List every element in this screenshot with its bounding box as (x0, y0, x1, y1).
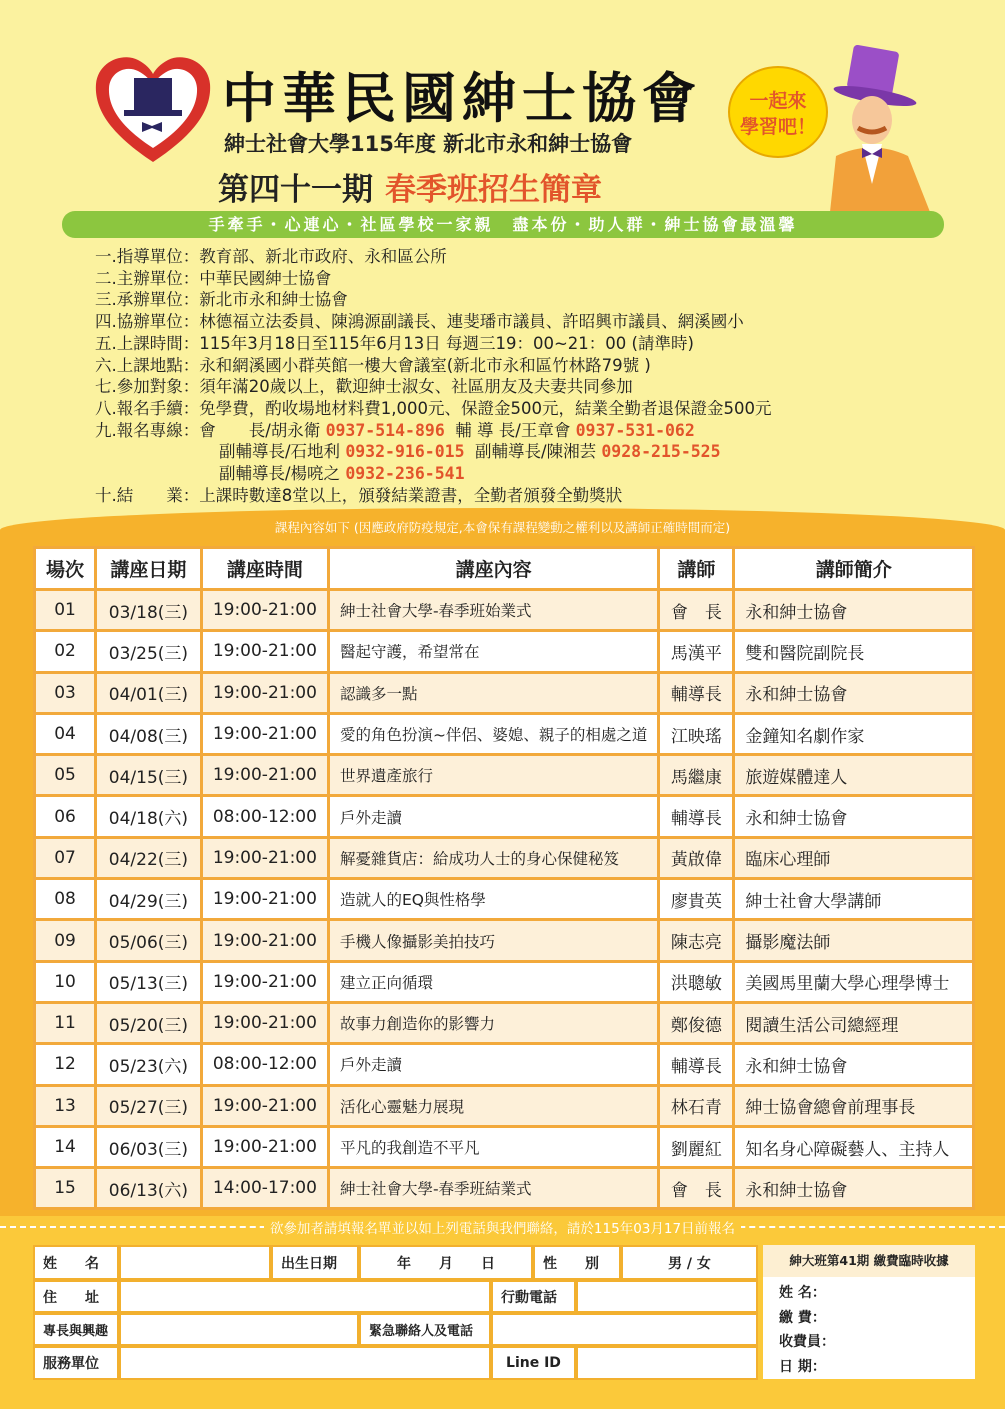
cell-topic: 愛的角色扮演~伴侶、婆媳、親子的相處之道 (328, 713, 659, 754)
table-row (35, 1168, 974, 1209)
info-item: 七.參加對象：須年滿20歲以上，歡迎紳士淑女、社區朋友及夫妻共同參加 (95, 377, 633, 397)
course-table (33, 546, 975, 1210)
cell-bio: 臨床心理師 (734, 837, 974, 878)
cell-bio: 永和紳士協會 (734, 1168, 974, 1209)
cell-session: 14 (35, 1126, 96, 1167)
line-id-label: Line ID (491, 1346, 576, 1380)
table-row (35, 631, 974, 672)
cell-time: 19:00-21:00 (201, 755, 328, 796)
cell-time: 19:00-21:00 (201, 1002, 328, 1043)
cell-lecturer: 會 長 (659, 1168, 734, 1209)
cell-lecturer: 會 長 (659, 590, 734, 631)
header-date: 講座日期 (96, 548, 202, 590)
receipt-name: 姓 名： (779, 1285, 826, 1301)
cell-time: 19:00-21:00 (201, 920, 328, 961)
cell-topic: 解憂雜貨店：給成功人士的身心保健秘笈 (328, 837, 659, 878)
cell-date: 03/18(三) (96, 590, 202, 631)
contact-name: 副輔導長/石地利 (219, 442, 341, 462)
receipt-date: 日 期： (779, 1358, 826, 1375)
table-row (35, 796, 974, 837)
cell-bio: 閱讀生活公司總經理 (734, 1002, 974, 1043)
cell-session: 03 (35, 672, 96, 713)
skills-label: 專長與興趣 (33, 1313, 119, 1346)
contact-phone: 0937-531-062 (575, 420, 695, 440)
cell-lecturer: 鄭俊德 (659, 1002, 734, 1043)
cell-topic: 紳士社會大學-春季班始業式 (328, 590, 659, 631)
cell-session: 12 (35, 1044, 96, 1085)
cell-time: 14:00-17:00 (201, 1168, 328, 1209)
table-row (35, 879, 974, 920)
header-time: 講座時間 (201, 548, 328, 590)
cell-time: 19:00-21:00 (201, 631, 328, 672)
skills-field[interactable] (119, 1313, 359, 1346)
address-field[interactable] (119, 1280, 491, 1313)
contact-row (95, 463, 771, 485)
cell-lecturer: 馬繼康 (659, 755, 734, 796)
contact-phone: 0932-236-541 (345, 464, 465, 484)
contact-name: 副輔導長/陳湘芸 (475, 442, 597, 462)
name-label: 姓 名 (33, 1245, 119, 1280)
cell-lecturer: 馬漢平 (659, 631, 734, 672)
gender-label: 性 別 (533, 1245, 621, 1280)
info-item: 三.承辦單位：新北市永和紳士協會 (95, 290, 348, 310)
cell-session: 07 (35, 837, 96, 878)
cell-topic: 活化心靈魅力展現 (328, 1085, 659, 1126)
cell-lecturer: 黃啟偉 (659, 837, 734, 878)
cell-session: 06 (35, 796, 96, 837)
table-row (35, 755, 974, 796)
name-field[interactable] (119, 1245, 271, 1280)
table-row (35, 920, 974, 961)
header-topic: 講座內容 (328, 548, 659, 590)
cell-date: 04/18(六) (96, 796, 202, 837)
cell-topic: 認識多一點 (328, 672, 659, 713)
cell-session: 04 (35, 713, 96, 754)
receipt-title: 紳大班第41期 繳費臨時收據 (763, 1245, 975, 1277)
cell-time: 19:00-21:00 (201, 879, 328, 920)
address-label: 住 址 (33, 1280, 119, 1313)
cell-date: 05/20(三) (96, 1002, 202, 1043)
bubble-line: 學習吧！ (739, 116, 816, 138)
gender-field[interactable]: 男 / 女 (621, 1245, 758, 1280)
cell-topic: 戶外走讀 (328, 1044, 659, 1085)
table-row (35, 1002, 974, 1043)
info-item: 八.報名手續：免學費，酌收場地材料費1,000元、保證金500元，結業全勤者退保證金500元 (95, 398, 772, 418)
cell-session: 10 (35, 961, 96, 1002)
cell-lecturer: 輔導長 (659, 1044, 734, 1085)
cell-time: 08:00-12:00 (201, 796, 328, 837)
cell-date: 06/03(三) (96, 1126, 202, 1167)
cell-session: 09 (35, 920, 96, 961)
gentleman-illustration (800, 44, 950, 212)
info-item: 六.上課地點：永和網溪國小群英館一樓大會議室(新北市永和區竹林路79號 ) (95, 355, 651, 375)
cell-topic: 建立正向循環 (328, 961, 659, 1002)
cell-lecturer: 輔導長 (659, 672, 734, 713)
cell-date: 04/22(三) (96, 837, 202, 878)
contact-name: 會 長/胡永衛 (199, 420, 321, 440)
table-row (35, 837, 974, 878)
cell-lecturer: 林石青 (659, 1085, 734, 1126)
cell-session: 05 (35, 755, 96, 796)
emergency-field[interactable] (491, 1313, 758, 1346)
cell-bio: 美國馬里蘭大學心理學博士 (734, 961, 974, 1002)
header-session: 場次 (35, 548, 96, 590)
signup-note: 欲參加者請填報名單並以如上列電話與我們聯絡，請於115年03月17日前報名 (264, 1221, 741, 1237)
cell-time: 19:00-21:00 (201, 672, 328, 713)
cell-date: 04/29(三) (96, 879, 202, 920)
contact-phone: 0928-215-525 (601, 442, 721, 462)
info-item: 四.協辦單位：林德福立法委員、陳鴻源副議長、連斐璠市議員、許昭興市議員、網溪國小 (95, 312, 744, 332)
page-title: 中華民國紳士協會 (222, 66, 702, 130)
cell-topic: 平凡的我創造不平凡 (328, 1126, 659, 1167)
subtitle: 紳士社會大學115年度 新北市永和紳士協會 (224, 132, 633, 156)
contact-name: 輔 導 長/王章會 (455, 420, 571, 440)
cell-time: 19:00-21:00 (201, 961, 328, 1002)
cell-session: 02 (35, 631, 96, 672)
table-row (35, 672, 974, 713)
receipt-collector: 收費員： (779, 1334, 835, 1350)
cell-date: 05/13(三) (96, 961, 202, 1002)
cell-date: 05/27(三) (96, 1085, 202, 1126)
cell-bio: 永和紳士協會 (734, 590, 974, 631)
info-item: 二.主辦單位：中華民國紳士協會 (95, 268, 332, 288)
cell-topic: 醫起守護，希望常在 (328, 631, 659, 672)
contact-phone: 0932-916-015 (345, 442, 465, 462)
cell-session: 13 (35, 1085, 96, 1126)
cell-lecturer: 江映瑤 (659, 713, 734, 754)
cell-bio: 紳士協會總會前理事長 (734, 1085, 974, 1126)
cell-bio: 金鐘知名劇作家 (734, 713, 974, 754)
slogan-banner: 手牽手・心連心・社區學校一家親 盡本份・助人群・紳士協會最溫馨 (62, 211, 944, 238)
association-logo (92, 50, 214, 168)
cell-lecturer: 洪聰敏 (659, 961, 734, 1002)
contact-row (95, 420, 771, 442)
info-list (95, 246, 771, 506)
cell-topic: 紳士社會大學-春季班結業式 (328, 1168, 659, 1209)
issue-heading (218, 164, 602, 209)
line-id-field[interactable] (576, 1346, 758, 1380)
contact-row (95, 441, 771, 463)
cell-bio: 紳士社會大學講師 (734, 879, 974, 920)
receipt-box (763, 1245, 975, 1379)
cell-date: 04/15(三) (96, 755, 202, 796)
cell-date: 04/01(三) (96, 672, 202, 713)
cell-session: 08 (35, 879, 96, 920)
table-row (35, 590, 974, 631)
table-row (35, 1126, 974, 1167)
cell-bio: 雙和醫院副院長 (734, 631, 974, 672)
emergency-label: 緊急聯絡人及電話 (359, 1313, 491, 1346)
cell-lecturer: 廖貴英 (659, 879, 734, 920)
cell-date: 05/23(六) (96, 1044, 202, 1085)
cell-time: 19:00-21:00 (201, 1126, 328, 1167)
cell-lecturer: 劉麗紅 (659, 1126, 734, 1167)
cell-date: 05/06(三) (96, 920, 202, 961)
cell-lecturer: 輔導長 (659, 796, 734, 837)
table-header (35, 548, 974, 590)
table-row (35, 1044, 974, 1085)
cell-time: 08:00-12:00 (201, 1044, 328, 1085)
info-item: 十.結 業：上課時數達8堂以上，頒發結業證書，全勤者頒發全勤獎狀 (95, 485, 623, 505)
contact-phone: 0937-514-896 (325, 420, 445, 440)
info-item: 五.上課時間：115年3月18日至115年6月13日 每週三19：00~21：00 (請準時) (95, 333, 694, 353)
cell-date: 04/08(三) (96, 713, 202, 754)
cell-date: 06/13(六) (96, 1168, 202, 1209)
cell-session: 01 (35, 590, 96, 631)
bubble-line: 一起來 (749, 90, 807, 112)
cell-time: 19:00-21:00 (201, 713, 328, 754)
cell-topic: 戶外走讀 (328, 796, 659, 837)
cell-topic: 故事力創造你的影響力 (328, 1002, 659, 1043)
header-bio: 講師簡介 (734, 548, 974, 590)
contact-label: 九.報名專線： (95, 420, 200, 440)
cell-session: 15 (35, 1168, 96, 1209)
cell-bio: 攝影魔法師 (734, 920, 974, 961)
receipt-fee: 繳 費： (779, 1309, 826, 1326)
cell-lecturer: 陳志亮 (659, 920, 734, 961)
cell-topic: 手機人像攝影美拍技巧 (328, 920, 659, 961)
issue-highlight: 春季班招生簡章 (385, 172, 602, 208)
mobile-label: 行動電話 (491, 1280, 576, 1313)
cell-date: 03/25(三) (96, 631, 202, 672)
cell-bio: 旅遊媒體達人 (734, 755, 974, 796)
cell-bio: 永和紳士協會 (734, 796, 974, 837)
mobile-field[interactable] (576, 1280, 758, 1313)
cell-bio: 知名身心障礙藝人、主持人 (734, 1126, 974, 1167)
birth-label: 出生日期 (271, 1245, 359, 1280)
cell-time: 19:00-21:00 (201, 837, 328, 878)
cell-bio: 永和紳士協會 (734, 1044, 974, 1085)
cell-session: 11 (35, 1002, 96, 1043)
cell-topic: 世界遺產旅行 (328, 755, 659, 796)
issue-number: 第四十一期 (218, 172, 373, 208)
header-lecturer: 講師 (659, 548, 734, 590)
birth-field[interactable]: 年 月 日 (359, 1245, 533, 1280)
cell-time: 19:00-21:00 (201, 590, 328, 631)
cell-topic: 造就人的EQ與性格學 (328, 879, 659, 920)
cell-bio: 永和紳士協會 (734, 672, 974, 713)
course-note: 課程內容如下 (因應政府防疫規定,本會保有課程變動之權利以及講師正確時間而定) (274, 520, 731, 535)
contact-name: 副輔導長/楊喨之 (219, 464, 341, 484)
work-field[interactable] (119, 1346, 491, 1380)
table-row (35, 961, 974, 1002)
table-row (35, 713, 974, 754)
work-label: 服務單位 (33, 1346, 119, 1380)
cell-time: 19:00-21:00 (201, 1085, 328, 1126)
table-row (35, 1085, 974, 1126)
info-item: 一.指導單位：教育部、新北市政府、永和區公所 (95, 247, 447, 266)
